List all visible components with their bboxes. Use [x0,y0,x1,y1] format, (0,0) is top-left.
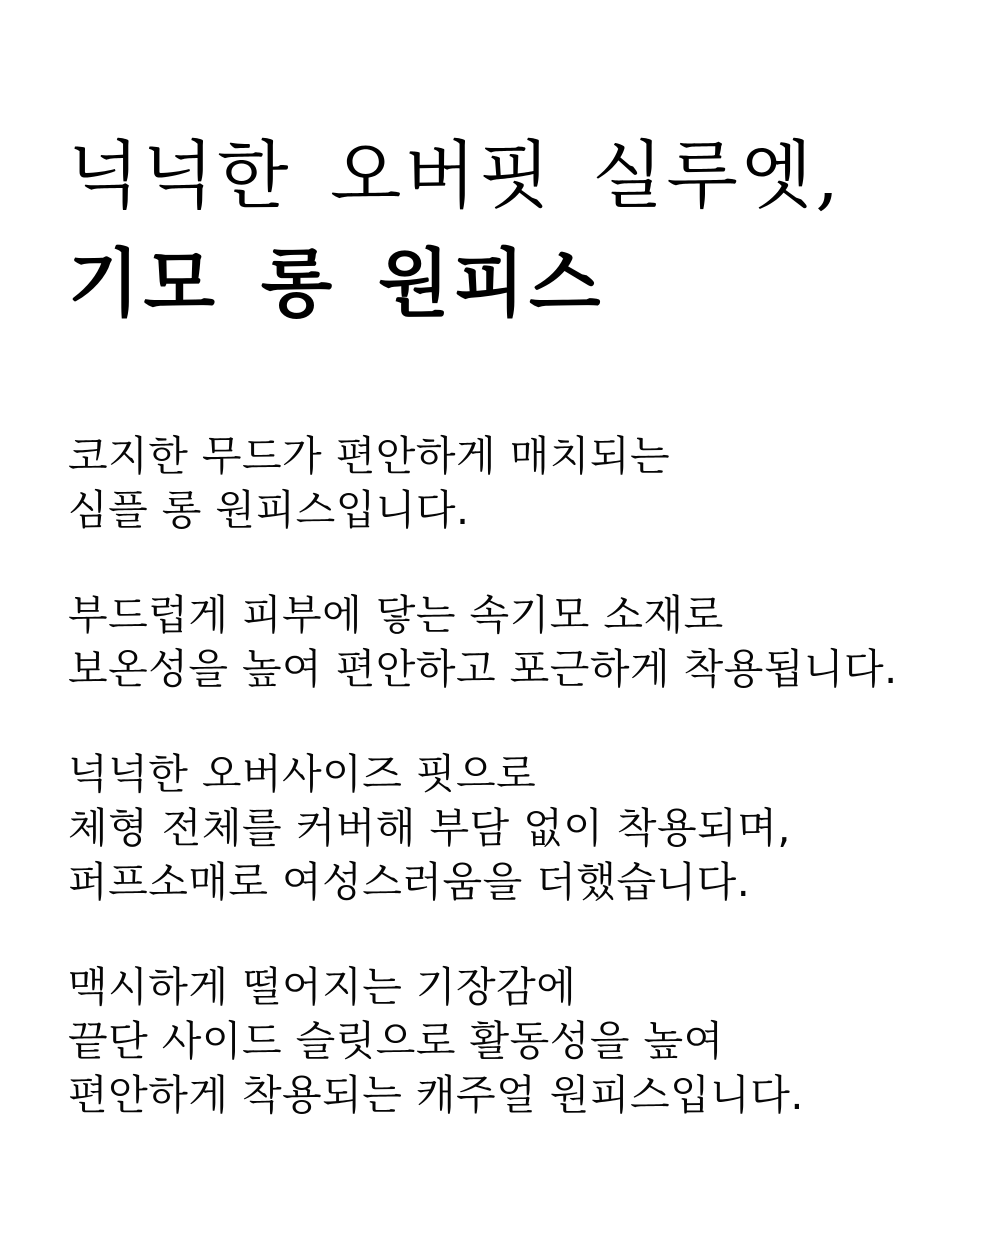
description-paragraph-1 [68,429,960,537]
description-line: 넉넉한 오버사이즈 핏으로 [68,750,537,798]
product-description-content [0,122,1000,1122]
description-line: 보온성을 높여 편안하고 포근하게 착용됩니다. [68,645,898,693]
description-paragraph-2 [68,588,960,696]
description-line: 코지한 무드가 편안하게 매치되는 [68,432,671,480]
description-line: 맥시하게 떨어지는 기장감에 [68,963,577,1011]
description-line: 부드럽게 피부에 닿는 속기모 소재로 [68,591,724,639]
product-headline [68,122,960,338]
description-line: 편안하게 착용되는 캐주얼 원피스입니다. [68,1071,804,1119]
description-line: 심플 롱 원피스입니다. [68,486,470,534]
headline-line-1: 넉넉한 오버핏 실루엣, [68,133,842,219]
description-line: 끝단 사이드 슬릿으로 활동성을 높여 [68,1017,724,1065]
headline-line-2: 기모 롱 원피스 [68,241,605,327]
description-paragraph-3 [68,747,960,909]
description-line: 체형 전체를 커버해 부담 없이 착용되며, [68,804,791,852]
description-paragraph-4 [68,960,960,1122]
product-description-text [68,429,960,1122]
description-line: 퍼프소매로 여성스러움을 더했습니다. [68,858,751,906]
